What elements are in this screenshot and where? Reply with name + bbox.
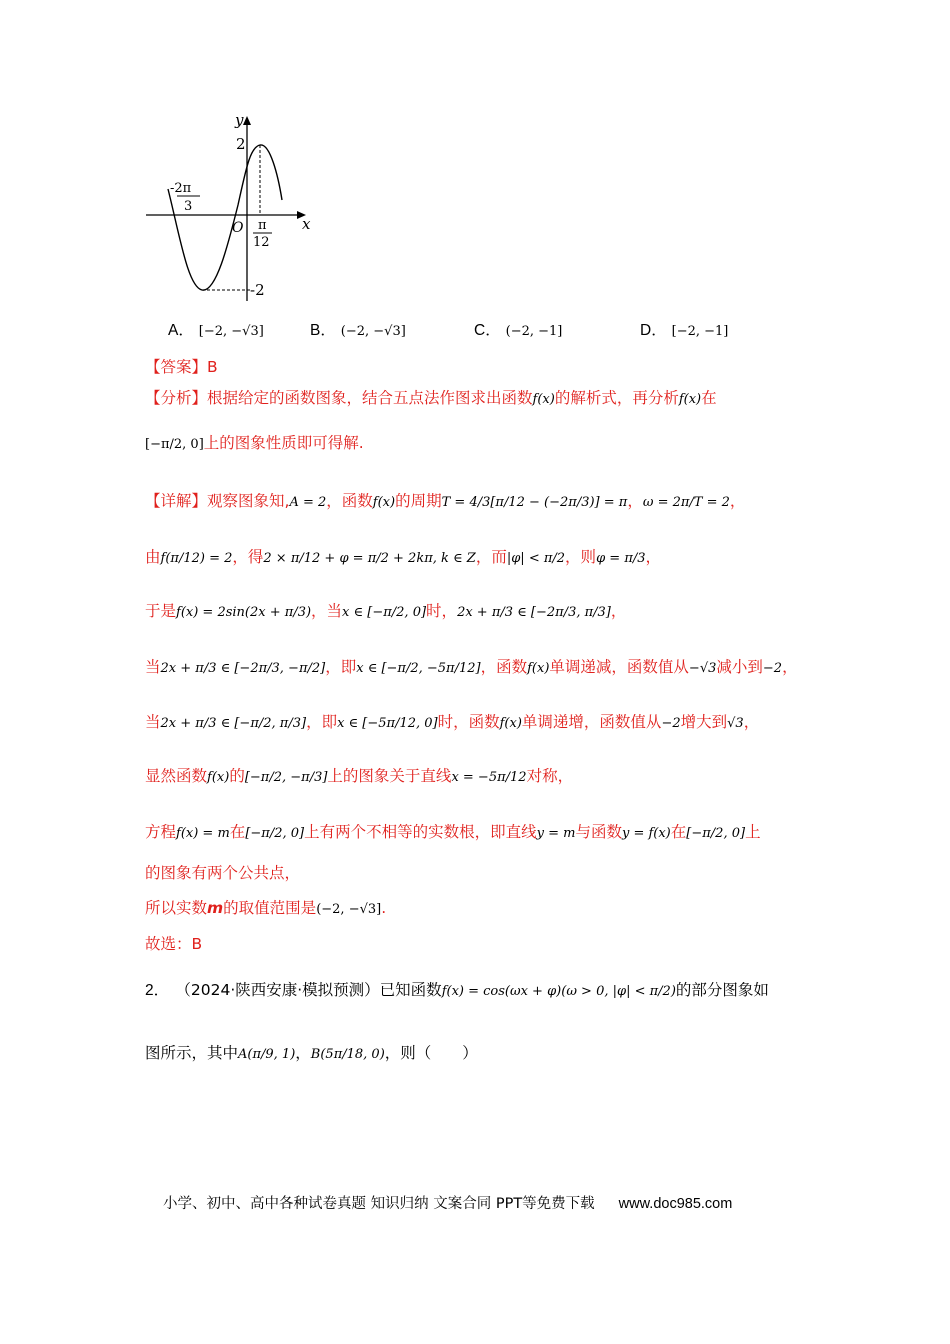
conclusion-text: 故选：B (145, 935, 203, 953)
analysis-interval: [−π/2, 0] (145, 437, 204, 452)
detail-m: m (207, 899, 224, 917)
detail-func-eq: y = f(x) (621, 826, 671, 841)
detail-arg-range: 2x + π/3 ∈ [−2π/3, π/3] (457, 605, 611, 620)
detail-text: ，函数 (480, 658, 528, 676)
detail-arg-range: 2x + π/3 ∈ [−π/2, π/3] (160, 716, 307, 731)
question-text: ，则（ ） (384, 1044, 478, 1062)
detail-text: ，当 (311, 602, 343, 620)
detail-x-range: x ∈ [−5π/12, 0] (337, 716, 438, 731)
y-min-label: -2 (250, 281, 265, 299)
function-graph (140, 105, 330, 305)
detail-text: 在 (670, 823, 687, 841)
footer-url[interactable]: www.doc985.com (618, 1196, 733, 1212)
footer-text: 小学、初中、高中各种试卷真题 知识归纳 文案合同 PPT等免费下载 (163, 1196, 595, 1212)
detail-label: 【详解】 (145, 492, 208, 510)
detail-text: ，则 (565, 548, 597, 566)
question-2-line-1 (145, 979, 769, 1003)
detail-text: ，函数 (326, 492, 373, 510)
x-axis-label: x (302, 215, 311, 233)
point-b: B(5π/18, 0) (310, 1047, 385, 1062)
analysis-text-1: 根据给定的函数图象，结合五点法作图求出函数 (207, 389, 533, 407)
point-a: A(π/9, 1) (238, 1047, 296, 1062)
question-text: 的部分图象如 (675, 981, 769, 999)
detail-line-eq: y = m (536, 826, 576, 841)
detail-text: 上 (745, 823, 761, 841)
analysis-label: 【分析】 (145, 389, 208, 407)
choice-a[interactable] (168, 318, 264, 340)
x-right-num: π (258, 218, 267, 233)
detail-text: 的周期 (395, 492, 442, 510)
detail-text: 时，函数 (437, 713, 500, 731)
detail-func: f(x) (207, 770, 230, 785)
detail-condition: f(π/12) = 2 (160, 551, 233, 566)
choice-d-value: [−2, −1] (671, 324, 729, 339)
detail-line-5 (145, 711, 759, 735)
detail-line-6 (145, 765, 573, 789)
detail-text: ， (729, 492, 746, 510)
y-axis-arrow-icon (243, 116, 251, 125)
detail-text: ， (743, 713, 760, 731)
detail-equation: 2 × π/12 + φ = π/2 + 2kπ, k ∈ Z (263, 551, 476, 566)
detail-period: T = 4/3[π/12 − (−2π/3)] = π (441, 495, 628, 510)
question-text: 图所示，其中 (145, 1044, 239, 1062)
x-right-den: 12 (253, 235, 270, 250)
choice-c-letter: C． (474, 322, 501, 339)
question-text: ， (295, 1044, 311, 1062)
detail-result-range: (−2, −√3] (316, 902, 382, 917)
detail-value: −2 (762, 661, 783, 676)
detail-line-2 (145, 546, 661, 570)
choice-b[interactable] (310, 318, 406, 340)
choice-a-value: [−2, −√3] (198, 324, 264, 339)
detail-line-1 (145, 490, 745, 514)
detail-phi-range: |φ| < π/2 (506, 551, 566, 566)
choice-d-letter: D． (640, 322, 667, 339)
conclusion (145, 933, 202, 955)
detail-text: 单调递增，函数值从 (521, 713, 662, 731)
detail-text: . (381, 899, 387, 917)
detail-line-8 (145, 862, 300, 884)
detail-line-7 (145, 821, 761, 845)
detail-function-formula: f(x) = 2sin(2x + π/3) (176, 605, 312, 620)
detail-line-4 (145, 656, 798, 680)
detail-text: 由 (145, 548, 161, 566)
detail-text: 方程 (145, 823, 177, 841)
detail-text: ，得 (232, 548, 264, 566)
detail-text: 在 (229, 823, 246, 841)
detail-text: ，即 (306, 713, 338, 731)
choice-a-letter: A． (168, 322, 194, 339)
detail-interval: [−π/2, 0] (686, 826, 746, 841)
detail-text: 增大到 (680, 713, 728, 731)
choice-b-letter: B． (310, 322, 336, 339)
detail-func: f(x) (527, 661, 550, 676)
detail-value: √3 (727, 716, 744, 731)
detail-text: ， (645, 548, 662, 566)
footer (163, 1192, 732, 1213)
detail-phi-value: φ = π/3 (596, 551, 646, 566)
analysis-text-4: 上的图象性质即可得解. (203, 434, 364, 452)
detail-x-range: x ∈ [−π/2, −5π/12] (356, 661, 481, 676)
detail-text: 时， (426, 602, 458, 620)
analysis-text-3: 在 (701, 389, 717, 407)
choice-b-value: (−2, −√3] (340, 324, 406, 339)
detail-interval: [−π/2, −π/3] (244, 770, 328, 785)
detail-text: ， (782, 658, 798, 676)
x-left-num: -2π (170, 181, 192, 196)
analysis-func-1: f(x) (532, 392, 555, 407)
detail-symmetry-line: x = −5π/12 (451, 770, 527, 785)
answer-line (145, 356, 218, 378)
detail-value: −√3 (688, 661, 717, 676)
detail-text: ， (627, 492, 643, 510)
question-2-line-2 (145, 1042, 478, 1066)
x-left-den: 3 (184, 199, 193, 214)
question-number: 2． (145, 982, 170, 999)
analysis-line-2 (145, 432, 364, 456)
detail-text: ，而 (475, 548, 507, 566)
detail-text: 当 (145, 658, 161, 676)
detail-text: 减小到 (716, 658, 763, 676)
detail-equation: f(x) = m (176, 826, 230, 841)
detail-text: 的 (229, 767, 245, 785)
detail-text: 的取值范围是 (223, 899, 317, 917)
detail-text: ， (610, 602, 627, 620)
detail-text: 所以实数 (145, 899, 208, 917)
detail-text: 单调递减，函数值从 (549, 658, 689, 676)
choice-c-value: (−2, −1] (505, 324, 563, 339)
detail-omega: ω = 2π/T = 2 (642, 495, 730, 510)
detail-text: 上有两个不相等的实数根，即直线 (304, 823, 537, 841)
detail-text: 的图象有两个公共点， (145, 864, 301, 882)
detail-text: 上的图象关于直线 (327, 767, 452, 785)
detail-amplitude: A = 2 (289, 495, 327, 510)
detail-arg-range: 2x + π/3 ∈ [−2π/3, −π/2] (160, 661, 326, 676)
detail-text: ，即 (325, 658, 357, 676)
detail-x-range: x ∈ [−π/2, 0] (342, 605, 427, 620)
detail-func: f(x) (499, 716, 522, 731)
y-max-label: 2 (236, 135, 246, 153)
detail-text: 当 (145, 713, 161, 731)
origin-label: O (232, 220, 244, 236)
y-axis-label: y (235, 111, 244, 129)
detail-func: f(x) (372, 495, 396, 510)
analysis-func-2: f(x) (678, 392, 702, 407)
analysis-line-1 (145, 387, 717, 411)
answer-value: B (207, 358, 218, 376)
detail-text: 显然函数 (145, 767, 208, 785)
detail-text: 于是 (145, 602, 177, 620)
analysis-text-2: 的解析式，再分析 (554, 389, 679, 407)
question-source: （2024·陕西安康·模拟预测）已知函数 (183, 981, 442, 999)
detail-text: 观察图象知, (207, 492, 290, 510)
question-function: f(x) = cos(ωx + φ)(ω > 0, |φ| < π/2) (441, 984, 676, 999)
answer-label: 【答案】 (145, 358, 208, 376)
choice-c[interactable] (474, 318, 562, 340)
detail-text: 与函数 (575, 823, 622, 841)
detail-line-3 (145, 600, 626, 624)
detail-text: 对称， (526, 767, 574, 785)
choice-d[interactable] (640, 318, 728, 340)
detail-value: −2 (661, 716, 681, 731)
detail-interval: [−π/2, 0] (245, 826, 305, 841)
detail-line-9 (145, 897, 386, 921)
